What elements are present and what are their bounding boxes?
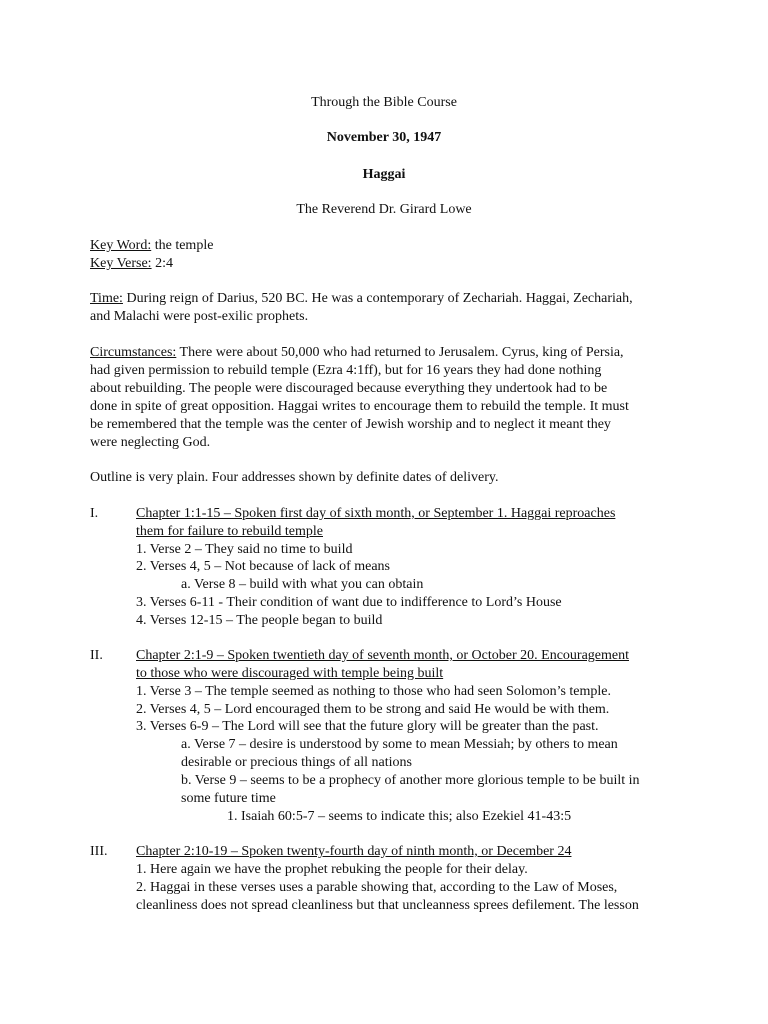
outline-item: cleanliness does not spread cleanliness but that uncleanness sprees defilement. The lesson <box>136 898 639 913</box>
section-heading-line: to those who were discouraged with temple being built <box>136 666 444 681</box>
author-line: The Reverend Dr. Girard Lowe <box>296 202 472 217</box>
outline-item: 1. Here again we have the prophet rebuking the people for their delay. <box>136 862 528 877</box>
circumstances-label: Circumstances: <box>90 345 177 360</box>
key-word-line <box>90 237 690 255</box>
book-title: Haggai <box>362 167 406 182</box>
time-text-line: During reign of Darius, 520 BC. He was a contemporary of Zechariah. Haggai, Zechariah, <box>122 291 633 306</box>
time-label: Time: <box>90 291 123 306</box>
section-numeral: III. <box>90 844 108 859</box>
outline-item: 1. Verse 2 – They said no time to build <box>136 542 353 557</box>
time-paragraph <box>90 290 690 326</box>
outline-item: 4. Verses 12-15 – The people began to build <box>136 613 383 628</box>
section-heading-line: them for failure to rebuild temple <box>136 524 323 539</box>
circumstances-paragraph <box>90 344 690 452</box>
time-text-line: and Malachi were post-exilic prophets. <box>90 309 309 324</box>
key-verse-label: Key Verse: <box>90 256 152 271</box>
outline-item: 3. Verses 6-9 – The Lord will see that the future glory will be greater than the past. <box>136 719 599 734</box>
circumstances-text-line: done in spite of great opposition. Haggai writes to encourage them to rebuild the temple. It must <box>90 399 629 414</box>
section-numeral: I. <box>90 506 99 521</box>
outline-intro: Outline is very plain. Four addresses shown by definite dates of delivery. <box>90 470 499 485</box>
outline-item: 2. Verses 4, 5 – Not because of lack of means <box>136 559 391 574</box>
circumstances-text-line: There were about 50,000 who had returned to Jerusalem. Cyrus, king of Persia, <box>176 345 624 360</box>
section-numeral: II. <box>90 648 103 663</box>
outline-subitem: a. Verse 8 – build with what you can obtain <box>181 577 424 592</box>
section-heading-line: Chapter 2:1-9 – Spoken twentieth day of seventh month, or October 20. Encouragement <box>136 648 629 663</box>
key-verse-line <box>90 255 690 273</box>
circumstances-text-line: had given permission to rebuild temple (Ezra 4:1ff), but for 16 years they had done nothing <box>90 363 602 378</box>
outline-item: 2. Haggai in these verses uses a parable showing that, according to the Law of Moses, <box>136 880 618 895</box>
section-heading-line: Chapter 2:10-19 – Spoken twenty-fourth day of ninth month, or December 24 <box>136 844 572 859</box>
outline-subitem: b. Verse 9 – seems to be a prophecy of another more glorious temple to be built in <box>181 773 640 788</box>
outline-subitem: desirable or precious things of all nations <box>181 755 412 770</box>
section-heading-line: Chapter 1:1-15 – Spoken first day of sixth month, or September 1. Haggai reproaches <box>136 506 616 521</box>
key-verse-value: 2:4 <box>151 256 173 271</box>
key-word-label: Key Word: <box>90 238 152 253</box>
outline-item: 2. Verses 4, 5 – Lord encouraged them to be strong and said He would be with them. <box>136 702 610 717</box>
lecture-date: November 30, 1947 <box>326 130 442 145</box>
key-word-value: the temple <box>151 238 214 253</box>
circumstances-text-line: were neglecting God. <box>90 435 211 450</box>
outline-subitem: some future time <box>181 791 276 806</box>
course-title: Through the Bible Course <box>311 95 457 110</box>
outline-subsubitem: 1. Isaiah 60:5-7 – seems to indicate this; also Ezekiel 41-43:5 <box>227 809 572 824</box>
circumstances-text-line: be remembered that the temple was the center of Jewish worship and to neglect it meant they <box>90 417 611 432</box>
outline-item: 3. Verses 6-11 - Their condition of want due to indifference to Lord’s House <box>136 595 562 610</box>
outline-subitem: a. Verse 7 – desire is understood by some to mean Messiah; by others to mean <box>181 737 618 752</box>
circumstances-text-line: about rebuilding. The people were discouraged because everything they undertook had to be <box>90 381 608 396</box>
outline-item: 1. Verse 3 – The temple seemed as nothing to those who had seen Solomon’s temple. <box>136 684 612 699</box>
